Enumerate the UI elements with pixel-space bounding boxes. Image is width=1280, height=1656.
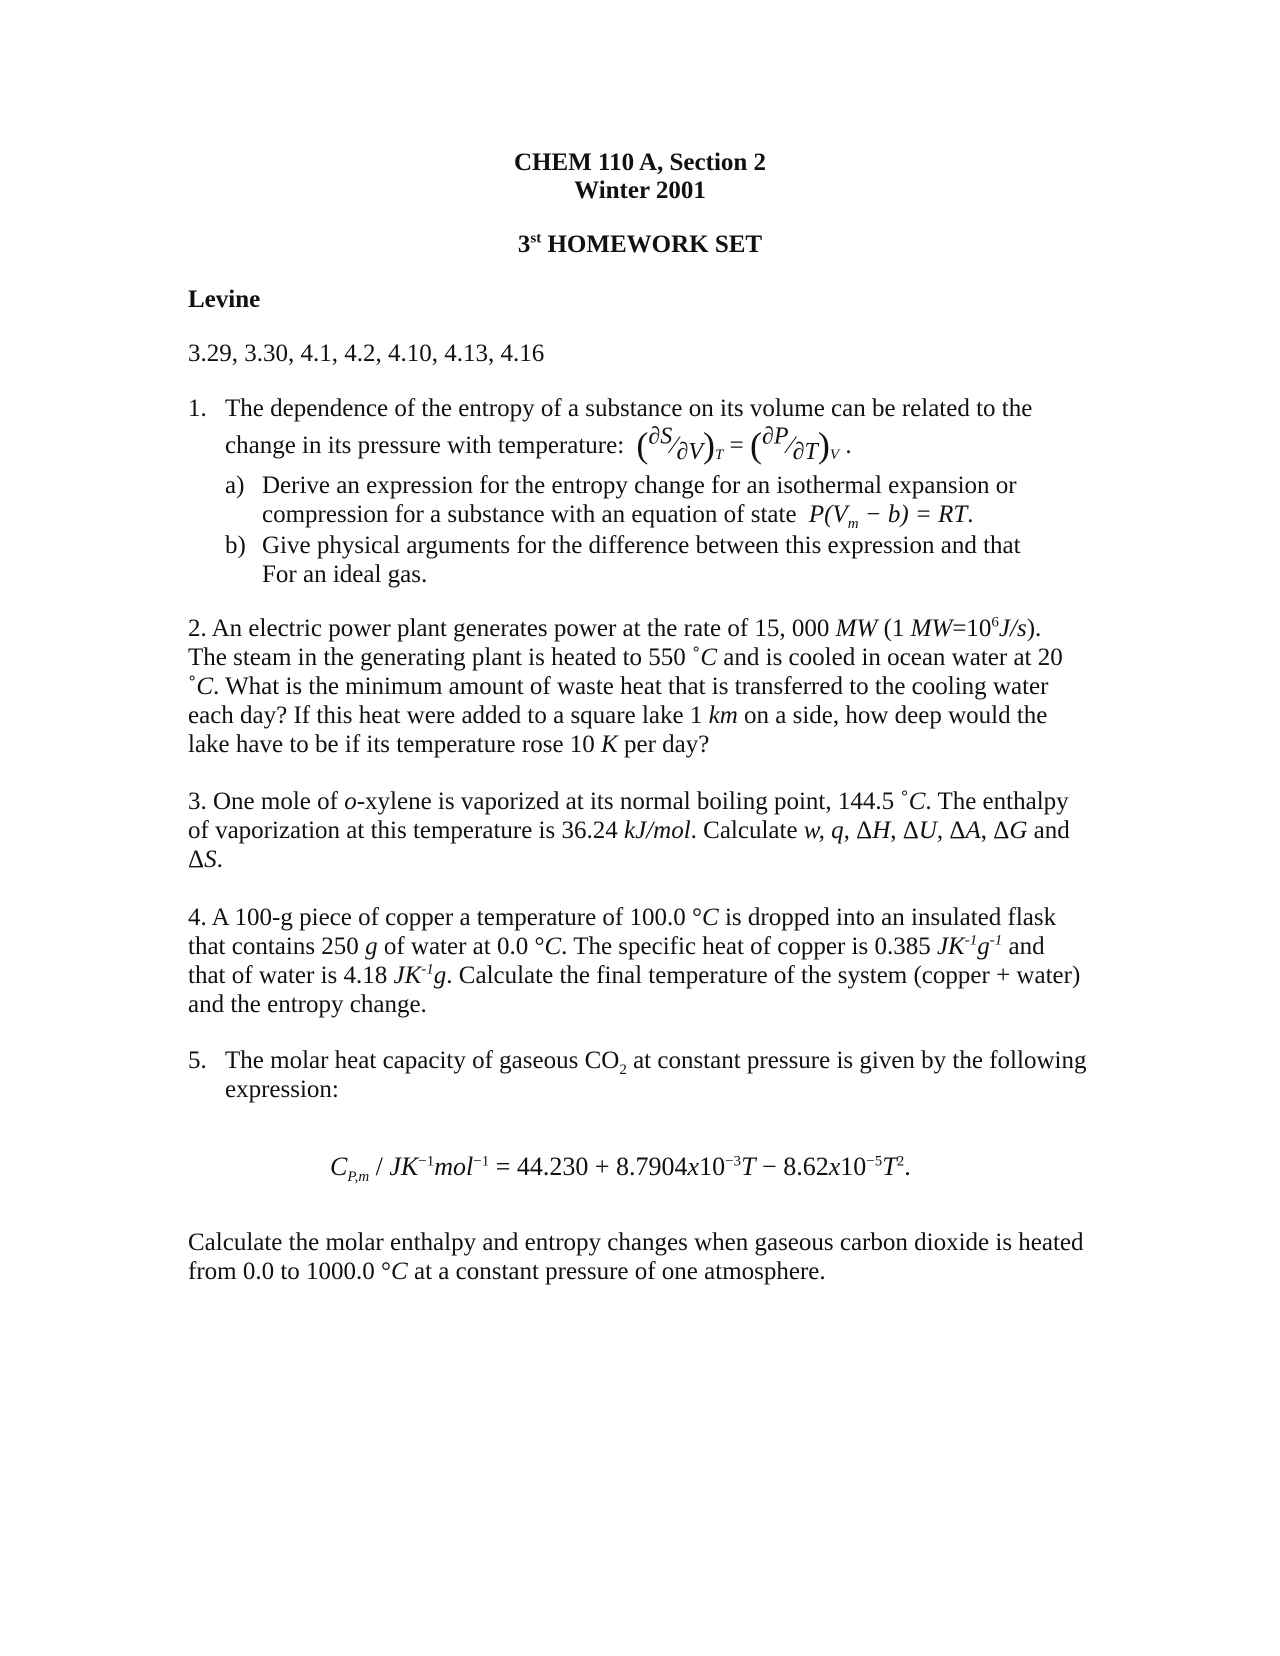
- q1-line1: The dependence of the entropy of a substance on its volume can be related to the: [225, 395, 1033, 422]
- q1a-equation: $P(V_m - b)$ = RT: [808, 501, 968, 532]
- course-title: CHEM 110 A, Section 2: [513, 149, 767, 176]
- q1-maxwell-relation: $(^{\partial S}⁄_{\partial V})_T$ = $(^{\partial P}⁄_{\partial T})_V$ .: [636, 423, 852, 465]
- q1-eq-end: .: [845, 432, 852, 459]
- q5-after-line2: from 0.0 to 1000.0 °C at a constant pressure of one atmosphere.: [188, 1258, 826, 1285]
- textbook-problems: 3.29, 3.30, 4.1, 4.2, 4.10, 4.13, 4.16: [188, 340, 545, 367]
- q1a-line1: Derive an expression for the entropy change for an isothermal expansion or: [262, 472, 1017, 499]
- q5-line2: expression:: [225, 1076, 339, 1103]
- q1-eq-rhs-sub: V: [829, 447, 840, 463]
- q2-line2: The steam in the generating plant is heated to 550 ˚C and is cooled in ocean water at 20: [188, 644, 1063, 671]
- q1-line2-text: change in its pressure with temperature:: [225, 432, 625, 459]
- q1a-line2: compression for a substance with an equation of state $P(V_m - b)$ = RT.: [262, 501, 974, 532]
- q3-line3: ΔS.: [188, 846, 223, 873]
- q3-line2: of vaporization at this temperature is 36.24 kJ/mol. Calculate w, q, ΔH, ΔU, ΔA, ΔG and: [188, 817, 1070, 844]
- q1-eq-rhs-num: ∂P: [761, 423, 789, 450]
- q1-eq-sign: =: [729, 432, 744, 459]
- q1-eq-rhs-den: ∂T: [792, 439, 818, 465]
- q1-number: 1.: [188, 395, 207, 422]
- q1-line2: [225, 423, 852, 465]
- q5-number: 5.: [188, 1047, 207, 1074]
- q2-line5: lake have to be if its temperature rose 10 K per day?: [188, 731, 710, 758]
- q1a-label: a): [225, 472, 245, 499]
- q5-heat-capacity-equation: $C_{P,m} / JK^{-1}mol^{-1} = 44.230 + 8.7904x10^{-3}T - 8.62x10^{-5}T^2$.: [330, 1152, 911, 1186]
- q4-line4: and the entropy change.: [188, 991, 427, 1018]
- q1b-line2: For an ideal gas.: [262, 561, 428, 588]
- q2-line1: 2. An electric power plant generates power at the rate of 15, 000 MW (1 $MW=10^6J/s$).: [188, 614, 1042, 642]
- homework-set-title: [0, 230, 1280, 260]
- q2-line4: each day? If this heat were added to a square lake 1 km on a side, how deep would the: [188, 702, 1048, 729]
- q2-line3: ˚C. What is the minimum amount of waste heat that is transferred to the cooling water: [188, 673, 1049, 700]
- term-title: Winter 2001: [574, 177, 706, 204]
- set-suffix: st: [530, 230, 542, 247]
- q1b-label: b): [225, 532, 246, 559]
- q5-after-line1: Calculate the molar enthalpy and entropy changes when gaseous carbon dioxide is heated: [188, 1229, 1084, 1256]
- q4-line2: that contains 250 g of water at 0.0 °C. The specific heat of copper is 0.385 $JK^{-1}g^{-1}$ and: [188, 932, 1045, 960]
- set-number: 3: [517, 231, 531, 258]
- q4-line3: that of water is 4.18 $JK^{-1}g$. Calculate the final temperature of the system (copper + water): [188, 961, 1081, 989]
- q4-line1: 4. A 100-g piece of copper a temperature of 100.0 °C is dropped into an insulated flask: [188, 904, 1057, 931]
- q1a-line2-text: compression for a substance with an equation of state: [262, 501, 797, 528]
- q3-line1: 3. One mole of o-xylene is vaporized at its normal boiling point, 144.5 ˚C. The enthalpy: [188, 788, 1069, 815]
- q5-line1: The molar heat capacity of gaseous $CO_2$ at constant pressure is given by the following: [225, 1047, 1087, 1078]
- q1-eq-lhs-sub: T: [715, 447, 724, 463]
- q1-eq-lhs-num: ∂S: [648, 423, 673, 450]
- textbook-heading: Levine: [188, 286, 261, 313]
- q1-eq-lhs-den: ∂V: [676, 439, 703, 465]
- set-label: HOMEWORK SET: [547, 231, 763, 258]
- q1b-line1: Give physical arguments for the difference between this expression and that: [262, 532, 1021, 559]
